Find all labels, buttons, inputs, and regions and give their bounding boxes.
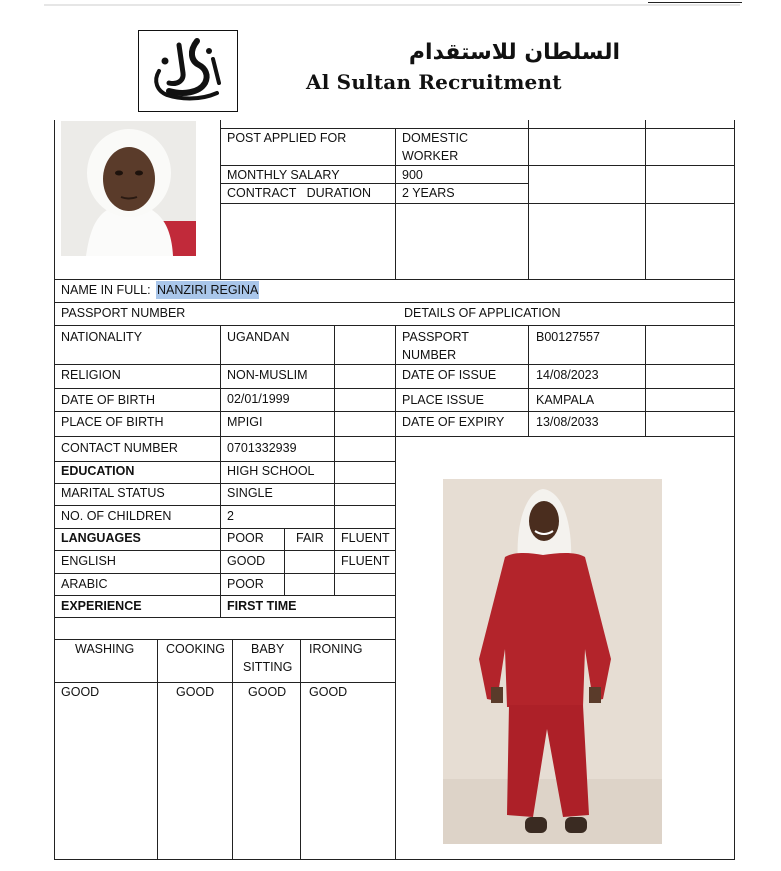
- baby-sitting-value: GOOD: [248, 685, 287, 699]
- religion-label: RELIGION: [61, 368, 121, 382]
- passport-number-header: PASSPORT NUMBER: [61, 306, 186, 320]
- language-fluent-header: FLUENT: [341, 531, 390, 545]
- full-name-label: NAME IN FULL:: [61, 283, 151, 297]
- full-body-photo: [443, 479, 662, 844]
- post-applied-value-line1: DOMESTIC: [402, 131, 468, 145]
- date-of-expiry-value: 13/08/2033: [536, 415, 599, 429]
- languages-label: LANGUAGES: [61, 531, 141, 545]
- place-issue-label: PLACE ISSUE: [402, 393, 484, 407]
- date-of-expiry-label: DATE OF EXPIRY: [402, 415, 505, 429]
- cooking-header: COOKING: [166, 642, 226, 656]
- arabic-level: POOR: [227, 577, 264, 591]
- language-poor-header: POOR: [227, 531, 264, 545]
- place-of-birth-label: PLACE OF BIRTH: [61, 415, 164, 429]
- date-of-issue-label: DATE OF ISSUE: [402, 368, 497, 382]
- marital-status-value: SINGLE: [227, 486, 273, 500]
- details-of-application-header: DETAILS OF APPLICATION: [404, 306, 561, 320]
- education-value: HIGH SCHOOL: [227, 464, 315, 478]
- english-label: ENGLISH: [61, 554, 116, 568]
- children-label: NO. OF CHILDREN: [61, 509, 172, 523]
- baby-sitting-header-line1: BABY: [251, 642, 285, 656]
- education-label: EDUCATION: [61, 464, 135, 478]
- place-issue-value: KAMPALA: [536, 393, 595, 407]
- contract-duration-value: 2 YEARS: [402, 186, 455, 200]
- date-of-birth-label: DATE OF BIRTH: [61, 393, 155, 407]
- cooking-value: GOOD: [176, 685, 215, 699]
- arabic-label: ARABIC: [61, 577, 108, 591]
- full-name-value: NANZIRI REGINA: [157, 283, 259, 297]
- passport-number-label-line2: NUMBER: [402, 348, 457, 362]
- passport-number-value: B00127557: [536, 330, 600, 344]
- ironing-value: GOOD: [309, 685, 348, 699]
- children-value: 2: [227, 509, 234, 523]
- english-fluent: FLUENT: [341, 554, 390, 568]
- date-of-birth-value: 02/01/1999: [227, 392, 290, 406]
- nationality-label: NATIONALITY: [61, 330, 143, 344]
- language-fair-header: FAIR: [296, 531, 324, 545]
- experience-label: EXPERIENCE: [61, 599, 142, 613]
- post-applied-label: POST APPLIED FOR: [227, 131, 347, 145]
- monthly-salary-label: MONTHLY SALARY: [227, 168, 340, 182]
- monthly-salary-value: 900: [402, 168, 423, 182]
- ironing-header: IRONING: [309, 642, 363, 656]
- passport-number-label-line1: PASSPORT: [402, 330, 469, 344]
- baby-sitting-header-line2: SITTING: [243, 660, 293, 674]
- washing-header: WASHING: [75, 642, 135, 656]
- contact-number-value: 0701332939: [227, 441, 297, 455]
- post-applied-value-line2: WORKER: [402, 149, 459, 163]
- place-of-birth-value: MPIGI: [227, 415, 263, 429]
- experience-value: FIRST TIME: [227, 599, 297, 613]
- company-name-arabic: السلطان للاستقدام: [408, 40, 620, 65]
- english-level: GOOD: [227, 554, 266, 568]
- marital-status-label: MARITAL STATUS: [61, 486, 165, 500]
- religion-value: NON-MUSLIM: [227, 368, 308, 382]
- nationality-value: UGANDAN: [227, 330, 290, 344]
- contract-duration-label: CONTRACT DURATION: [227, 186, 371, 200]
- date-of-issue-value: 14/08/2023: [536, 368, 599, 382]
- washing-value: GOOD: [61, 685, 100, 699]
- contact-number-label: CONTACT NUMBER: [61, 441, 178, 455]
- passport-photo: [61, 121, 196, 256]
- company-name-english: Al Sultan Recruitment: [306, 70, 562, 94]
